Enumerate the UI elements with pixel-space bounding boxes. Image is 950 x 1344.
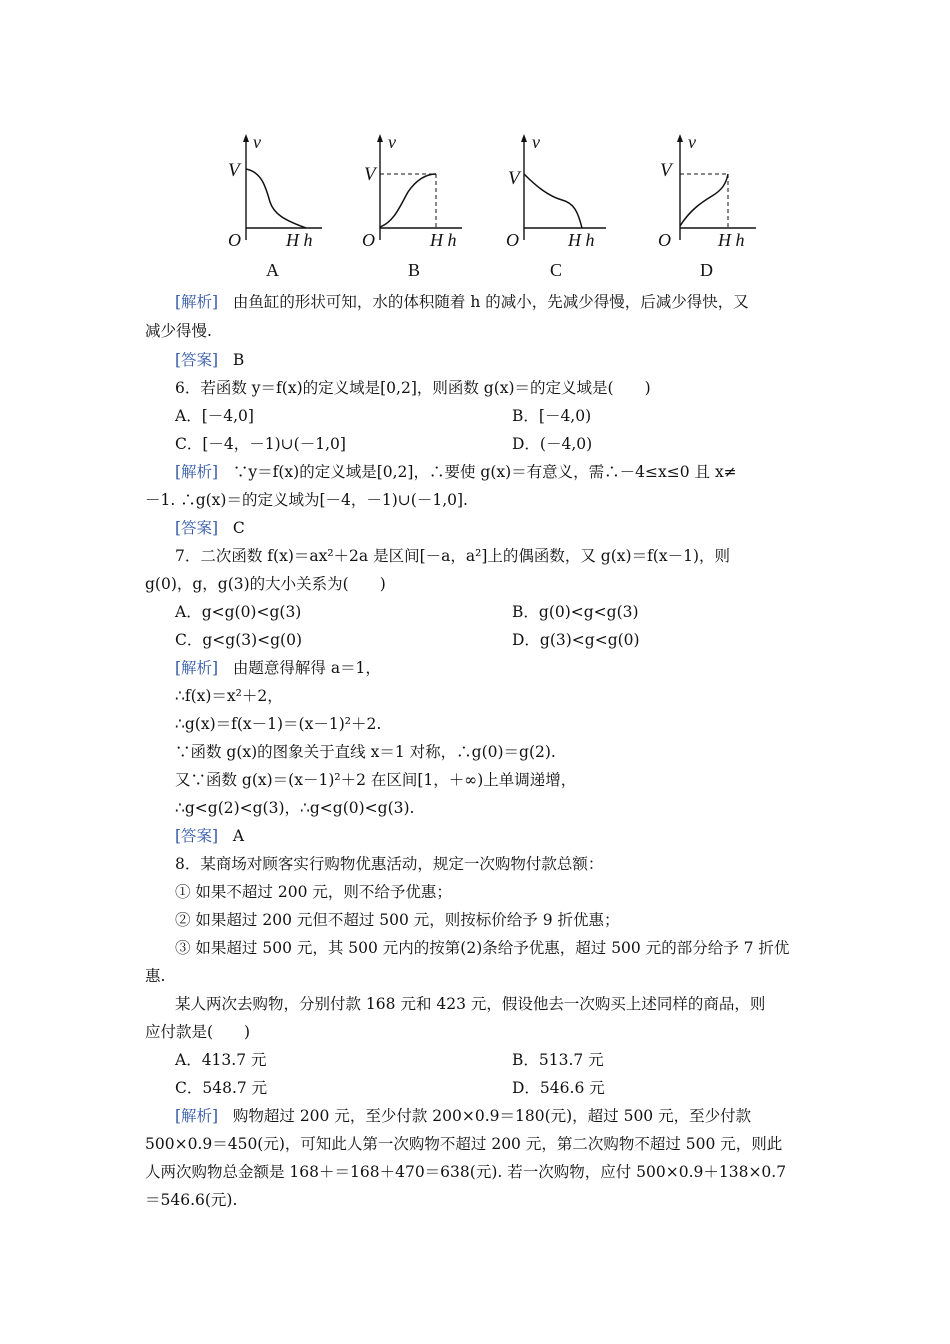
q7-analysis-line-1 [175, 658, 381, 678]
graph-c-axis-v: v [532, 132, 540, 152]
q8-analysis-line-3: 人两次购物总金额是 168＋＝168＋470＝638(元). 若一次购物，应付 500×0.9＋138×0.7 [145, 1163, 787, 1181]
q8-problem-line-1: 某人两次去购物，分别付款 168 元和 423 元，假设他去一次购买上述同样的商品，则 [175, 995, 766, 1013]
q5-analysis-text-1: 由鱼缸的形状可知，水的体积随着 h 的减小，先减少得慢，后减少得快，又 [232, 293, 749, 311]
graph-a-label-V: V [228, 160, 240, 181]
q6-answer: C [232, 519, 245, 537]
q7-option-a: A．g<g(0)<g(3) [175, 603, 302, 621]
q8-analysis-line-4: ＝546.6(元). [145, 1191, 238, 1209]
graph-a-origin: O [228, 230, 241, 250]
graph-b-xlabels: H h [430, 230, 457, 250]
q8-analysis-line-2: 500×0.9＝450(元)，可知此人第一次购物不超过 200 元，第二次购物不超过 500 元，则此 [145, 1135, 783, 1153]
graph-c-caption: C [550, 260, 563, 280]
q7-option-b: B．g(0)<g<g(3) [512, 603, 639, 621]
graph-d-svg [656, 130, 766, 255]
graph-d-label-V: V [660, 160, 672, 181]
q7-analysis-line-3: ∴g(x)＝f(x－1)＝(x－1)²＋2. [175, 715, 382, 733]
q7-analysis-line-6: ∴g<g(2)<g(3)，∴g<g(0)<g(3). [175, 799, 415, 817]
q8-option-d: D．546.6 元 [512, 1079, 605, 1097]
q7-stem-2: g(0)，g，g(3)的大小关系为( ) [145, 575, 386, 593]
q6-analysis-text-1: ∵y＝f(x)的定义域是[0,2]，∴要使 g(x)＝有意义，需∴－4≤x≤0 且 x≠ [232, 463, 737, 481]
q8-analysis-tag: [解析] [175, 1107, 219, 1125]
q7-analysis-text-1: 由题意得解得 a＝1， [232, 659, 381, 677]
graph-b [362, 130, 472, 255]
q6-analysis-tag: [解析] [175, 463, 219, 481]
q6-analysis-line-2: －1. ∴g(x)＝的定义域为[－4，－1)∪(－1,0]. [145, 491, 468, 509]
q7-analysis-line-4: ∵函数 g(x)的图象关于直线 x＝1 对称，∴g(0)＝g(2). [175, 743, 556, 761]
q6-option-c: C．[－4，－1)∪(－1,0] [175, 435, 346, 453]
graph-c-xlabels: H h [568, 230, 595, 250]
q8-rule-3-line-1: ③ 如果超过 500 元，其 500 元内的按第(2)条给予优惠，超过 500 元的部分给予 7 折优 [175, 939, 790, 957]
q8-rule-3-line-2: 惠. [145, 967, 166, 985]
graph-a-caption: A [266, 260, 279, 280]
q7-analysis-line-2: ∴f(x)＝x²＋2， [175, 687, 283, 705]
graph-d-origin: O [658, 230, 671, 250]
q7-option-c: C．g<g(3)<g(0) [175, 631, 303, 649]
q5-answer: B [232, 351, 245, 369]
q8-rule-1: ① 如果不超过 200 元，则不给予优惠； [175, 883, 452, 901]
q5-analysis-line-2: 减少得慢. [145, 322, 212, 340]
q5-answer-line [175, 350, 244, 370]
q8-rule-2: ② 如果超过 200 元但不超过 500 元，则按标价给予 9 折优惠； [175, 911, 620, 929]
q8-option-b: B．513.7 元 [512, 1051, 604, 1069]
q5-answer-tag: [答案] [175, 351, 219, 369]
graph-b-caption: B [408, 260, 421, 280]
graph-b-origin: O [362, 230, 375, 250]
q6-option-d: D．(－4,0) [512, 435, 593, 453]
graph-d-caption: D [700, 260, 713, 280]
q8-problem-line-2: 应付款是( ) [145, 1023, 251, 1041]
graph-c-svg [506, 130, 616, 255]
q7-stem-1: 7．二次函数 f(x)＝ax²＋2a 是区间[－a，a²]上的偶函数，又 g(x)＝f(x－1)，则 [175, 547, 730, 565]
graph-a-xlabels: H h [286, 230, 313, 250]
q6-stem: 6．若函数 y＝f(x)的定义域是[0,2]，则函数 g(x)＝的定义域是( ) [175, 379, 651, 397]
q8-analysis-text-1: 购物超过 200 元，至少付款 200×0.9＝180(元)，超过 500 元，至少付款 [232, 1107, 752, 1125]
graph-a [222, 130, 332, 255]
q7-option-d: D．g(3)<g<g(0) [512, 631, 640, 649]
graph-c [506, 130, 616, 255]
q5-analysis-line-1 [175, 292, 749, 312]
q8-analysis-line-1 [175, 1106, 751, 1126]
q5-analysis-tag: [解析] [175, 293, 219, 311]
q6-option-a: A．[－4,0] [175, 407, 254, 425]
graph-c-label-V: V [508, 168, 520, 189]
graph-d-xlabels: H h [718, 230, 745, 250]
graph-b-axis-v: v [388, 132, 396, 152]
q6-answer-tag: [答案] [175, 519, 219, 537]
q8-option-a: A．413.7 元 [175, 1051, 267, 1069]
q6-analysis-line-1 [175, 462, 737, 482]
q7-answer-tag: [答案] [175, 827, 219, 845]
q7-analysis-tag: [解析] [175, 659, 219, 677]
q8-option-c: C．548.7 元 [175, 1079, 268, 1097]
graph-d-axis-v: v [688, 132, 696, 152]
graph-a-axis-v: v [253, 132, 261, 152]
q7-answer: A [232, 827, 245, 845]
q7-answer-line [175, 826, 244, 846]
graph-d [656, 130, 766, 255]
q6-option-b: B．[－4,0) [512, 407, 592, 425]
graph-c-origin: O [506, 230, 519, 250]
q8-stem: 8．某商场对顾客实行购物优惠活动，规定一次购物付款总额： [175, 855, 604, 873]
graph-b-label-V: V [364, 164, 376, 185]
q6-answer-line [175, 518, 245, 538]
q7-analysis-line-5: 又∵函数 g(x)＝(x－1)²＋2 在区间[1，＋∞)上单调递增， [175, 771, 577, 789]
